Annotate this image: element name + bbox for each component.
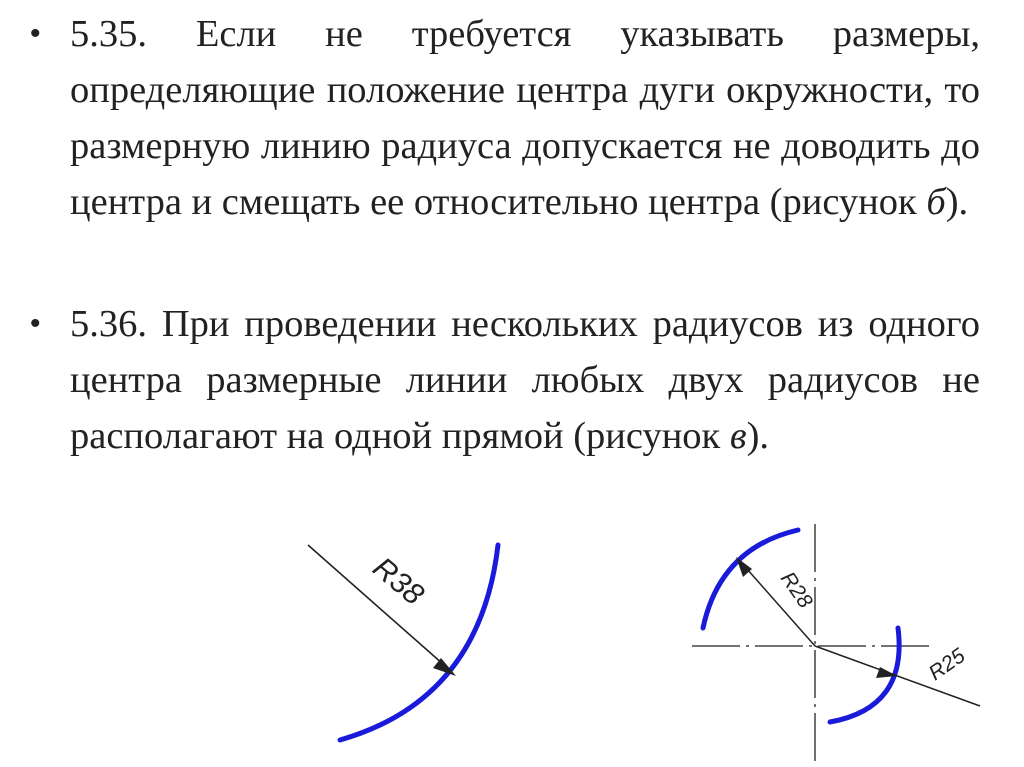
dimension-label-r28: R28 — [775, 567, 817, 613]
dimension-label-r25: R25 — [924, 644, 970, 686]
paragraph-text-end: ). — [945, 181, 969, 223]
bullet: • — [30, 17, 41, 50]
figure-letter: в — [729, 415, 747, 457]
paragraph-text-end: ). — [746, 415, 770, 457]
paragraph-text-main: 5.36. При проведении нескольких радиусов из одного центра размерные линии любых двух радиусов не располагают на одной прямой (рисунок — [70, 303, 980, 457]
dimension-label-r38: R38 — [366, 551, 430, 612]
bullet: • — [30, 307, 41, 340]
arrow-head-r28 — [736, 557, 752, 577]
figure-c — [692, 524, 980, 762]
paragraph-text-main: 5.35. Если не требуется указывать размеры, определяющие положение центра дуги окружности, то размерную линию радиуса допускается не доводить до центра и смещать ее относительно центра (рисунок — [70, 13, 980, 223]
figure-letter: б — [926, 181, 946, 223]
figure-b — [308, 545, 498, 740]
